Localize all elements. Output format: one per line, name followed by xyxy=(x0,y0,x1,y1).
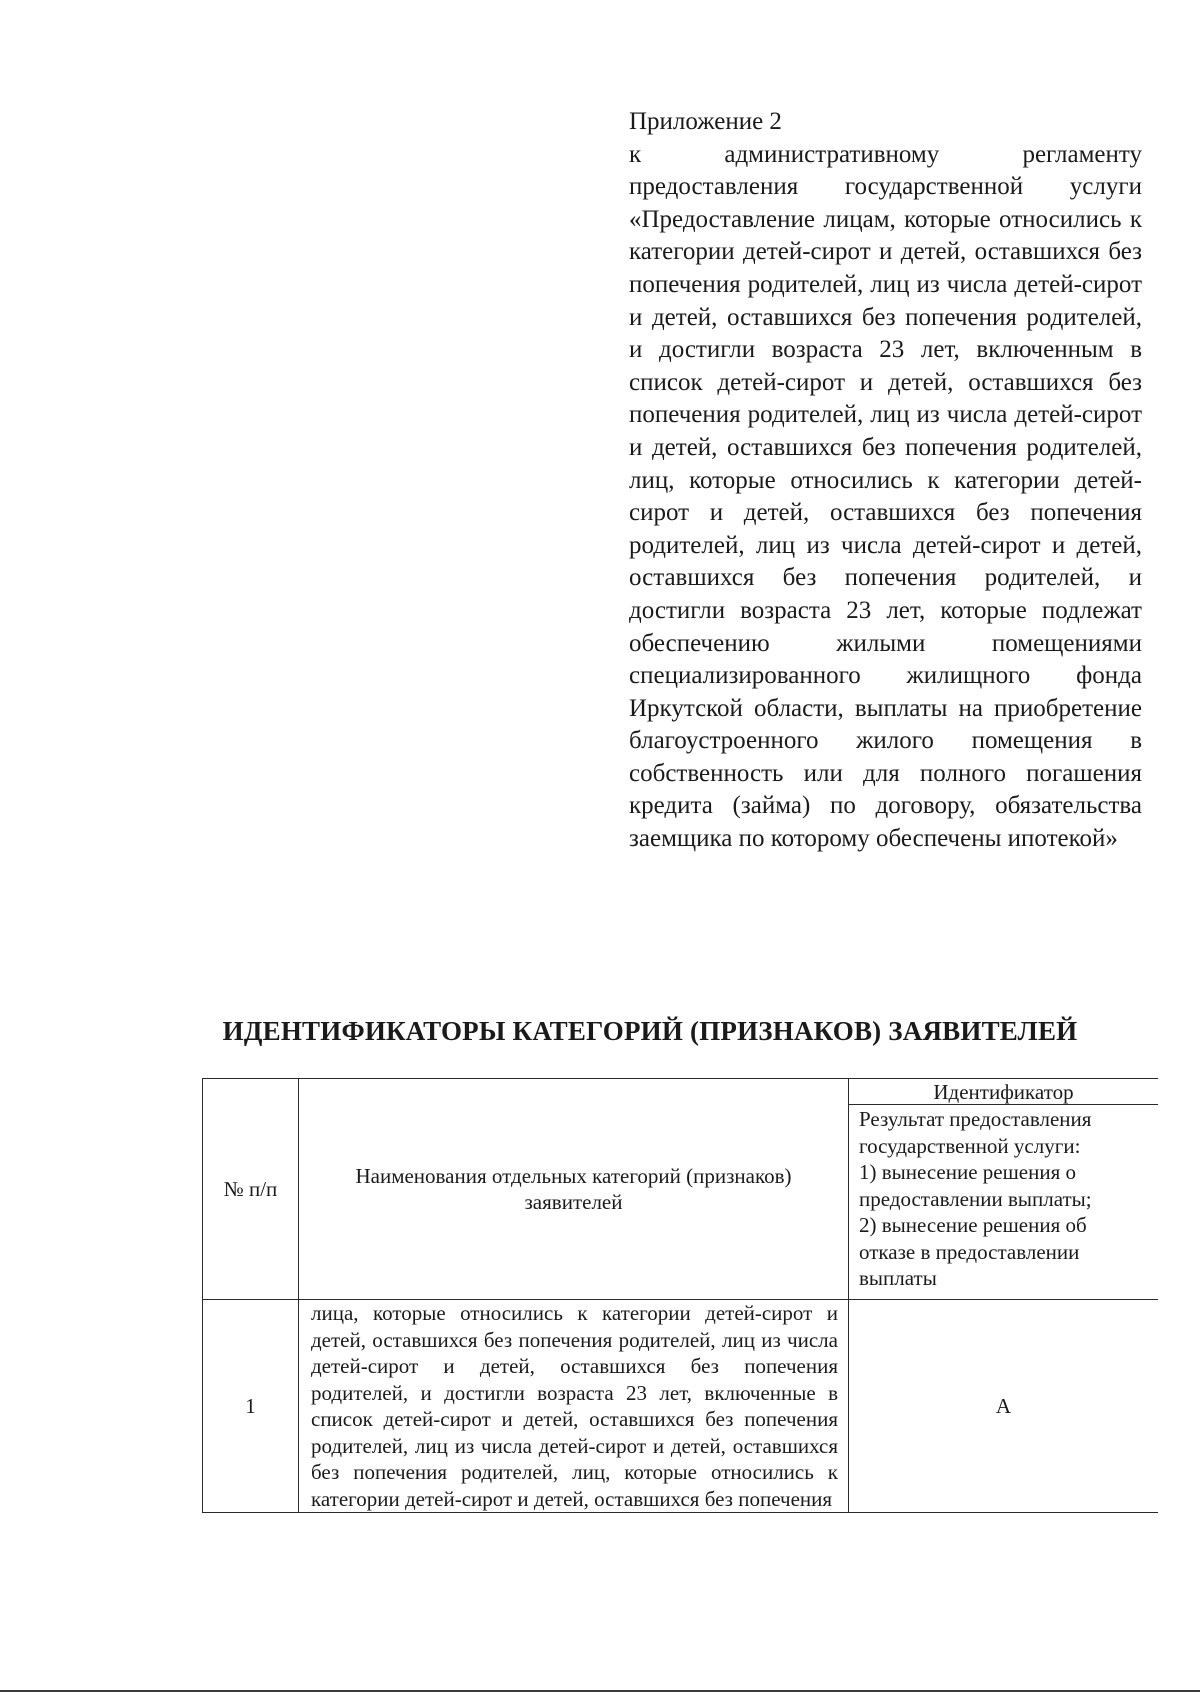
table-header-row xyxy=(203,1079,1159,1105)
appendix-body: к административному регламенту предоставления государственной услуги «Предоставление лицам, которые относились к категории детей-сирот и детей, оставшихся без попечения родителей, лиц из числа детей-сирот и детей, оставшихся без попечения родителей, и достигли возраста 23 лет, включенным в список детей-сирот и детей, оставшихся без попечения родителей, лиц из числа детей-сирот и детей, оставшихся без попечения родителей, лиц, которые относились к категории детей-сирот и детей, оставшихся без попечения родителей, лиц из числа детей-сирот и детей, оставшихся без попечения родителей, и достигли возраста 23 лет, которые подлежат обеспечению жилыми помещениями специализированного жилищного фонда Иркутской области, выплаты на приобретение благоустроенного жилого помещения в собственность или для полного погашения кредита (займа) по договору, обязательства заемщика по которому обеспечены ипотекой» xyxy=(629,140,1142,853)
header-result-line: отказе в предоставлении xyxy=(859,1239,1080,1264)
row-identifier: А xyxy=(849,1300,1159,1513)
header-number: № п/п xyxy=(203,1079,299,1300)
header-identifier: Идентификатор xyxy=(849,1079,1159,1105)
header-result-line: 1) вынесение решения о xyxy=(859,1160,1076,1184)
table-row xyxy=(203,1300,1159,1513)
header-result-line: государственной услуги: xyxy=(859,1133,1081,1158)
document-title: ИДЕНТИФИКАТОРЫ КАТЕГОРИЙ (ПРИЗНАКОВ) ЗАЯВИТЕЛЕЙ xyxy=(222,1016,1078,1046)
header-category-name: Наименования отдельных категорий (признаков) заявителей xyxy=(299,1079,849,1300)
page-bottom-rule xyxy=(0,1690,1200,1692)
header-result-line: 2) вынесение решения об xyxy=(859,1213,1087,1237)
header-result-line: выплаты xyxy=(859,1266,937,1290)
appendix-title: Приложение 2 xyxy=(629,108,782,135)
header-result-line: предоставлении выплаты; xyxy=(859,1186,1092,1211)
row-category-name: лица, которые относились к категории детей-сирот и детей, оставшихся без попечения родителей, лиц из числа детей-сирот и детей, оставшихся без попечения родителей, и достигли возраста 23 лет, включенные в список детей-сирот и детей, оставшихся без попечения родителей, лиц из числа детей-сирот и детей, оставшихся без попечения родителей, лиц, которые относились к категории детей-сирот и детей, оставшихся без попечения xyxy=(299,1300,849,1513)
identifiers-table-container xyxy=(202,1078,1158,1571)
identifiers-table xyxy=(202,1078,1158,1513)
header-result-line: Результат предоставления xyxy=(859,1107,1092,1131)
appendix-block xyxy=(629,106,1142,856)
header-result xyxy=(849,1105,1159,1300)
row-number: 1 xyxy=(203,1300,299,1513)
